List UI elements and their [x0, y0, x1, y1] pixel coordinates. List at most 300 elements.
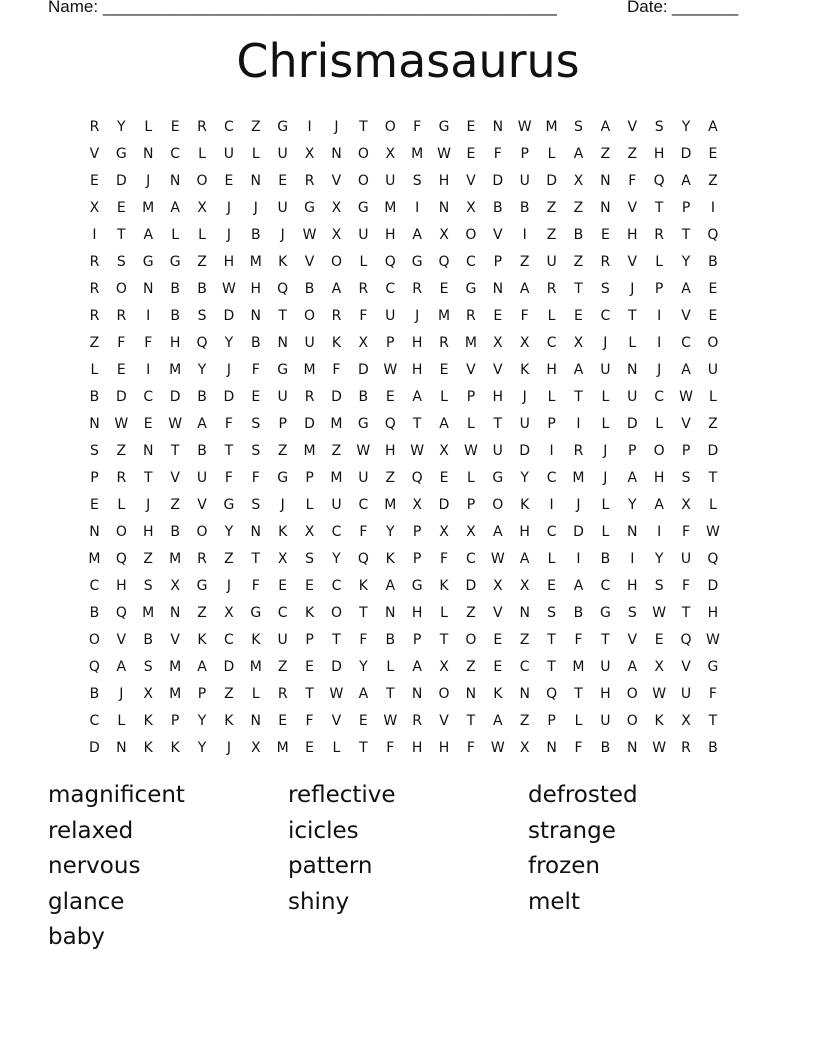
grid-letter[interactable]: T [359, 739, 368, 756]
grid-letter[interactable]: R [89, 280, 100, 297]
grid-letter[interactable]: L [251, 685, 260, 702]
grid-letter[interactable]: F [439, 550, 449, 567]
grid-letter[interactable]: O [653, 442, 665, 459]
grid-letter[interactable]: Z [546, 226, 557, 243]
grid-letter[interactable]: Y [681, 118, 691, 135]
grid-letter[interactable]: E [574, 307, 583, 324]
grid-letter[interactable]: J [226, 199, 231, 216]
grid-letter[interactable]: U [358, 469, 369, 486]
grid-letter[interactable]: B [573, 604, 584, 621]
grid-letter[interactable]: G [438, 118, 450, 135]
grid-letter[interactable]: E [708, 280, 718, 297]
grid-letter[interactable]: C [654, 388, 665, 405]
grid-letter[interactable]: Z [466, 658, 476, 675]
grid-letter[interactable]: E [278, 577, 288, 594]
grid-letter[interactable]: M [142, 199, 155, 216]
grid-letter[interactable]: O [330, 253, 342, 270]
grid-letter[interactable]: P [412, 631, 422, 648]
grid-letter[interactable]: K [493, 685, 503, 702]
grid-letter[interactable]: R [116, 469, 127, 486]
grid-letter[interactable]: S [90, 442, 99, 459]
grid-letter[interactable]: H [384, 226, 396, 243]
grid-letter[interactable]: H [411, 604, 423, 621]
grid-letter[interactable]: U [600, 658, 611, 675]
grid-letter[interactable]: X [331, 199, 342, 216]
grid-letter[interactable]: R [277, 685, 288, 702]
grid-letter[interactable]: X [519, 334, 530, 351]
grid-letter[interactable]: N [492, 280, 504, 297]
grid-letter[interactable]: X [277, 550, 288, 567]
grid-letter[interactable]: I [576, 550, 581, 567]
grid-letter[interactable]: E [439, 280, 449, 297]
grid-letter[interactable]: M [169, 361, 182, 378]
grid-letter[interactable]: V [493, 361, 503, 378]
grid-letter[interactable]: B [600, 550, 611, 567]
grid-letter[interactable]: X [573, 334, 584, 351]
grid-letter[interactable]: I [415, 199, 420, 216]
grid-letter[interactable]: X [331, 226, 342, 243]
grid-letter[interactable]: I [307, 118, 312, 135]
grid-letter[interactable]: Y [654, 550, 664, 567]
grid-letter[interactable]: X [654, 658, 664, 675]
grid-letter[interactable]: M [169, 658, 182, 675]
grid-letter[interactable]: W [652, 685, 667, 702]
grid-letter[interactable]: Z [277, 658, 288, 675]
grid-letter[interactable]: U [304, 334, 315, 351]
grid-letter[interactable]: I [657, 523, 662, 540]
grid-letter[interactable]: S [116, 253, 126, 270]
grid-letter[interactable]: N [411, 685, 423, 702]
grid-letter[interactable]: Q [384, 253, 396, 270]
grid-letter[interactable]: X [143, 685, 154, 702]
grid-letter[interactable]: E [708, 307, 718, 324]
grid-letter[interactable]: O [384, 118, 396, 135]
grid-letter[interactable]: M [169, 685, 182, 702]
grid-letter[interactable]: X [304, 145, 315, 162]
grid-letter[interactable]: A [681, 361, 691, 378]
grid-letter[interactable]: U [277, 199, 288, 216]
grid-letter[interactable]: Y [681, 253, 691, 270]
grid-letter[interactable]: N [600, 172, 611, 189]
grid-letter[interactable]: X [304, 523, 315, 540]
grid-letter[interactable]: F [359, 523, 368, 540]
grid-letter[interactable]: J [280, 496, 285, 513]
grid-letter[interactable]: L [467, 415, 475, 432]
grid-letter[interactable]: C [600, 577, 611, 594]
grid-letter[interactable]: S [143, 658, 153, 675]
grid-letter[interactable]: Z [224, 685, 234, 702]
grid-letter[interactable]: Y [359, 658, 368, 675]
grid-letter[interactable]: A [197, 415, 207, 432]
grid-letter[interactable]: N [169, 604, 181, 621]
grid-letter[interactable]: L [709, 496, 717, 513]
grid-letter[interactable]: N [438, 199, 450, 216]
grid-letter[interactable]: C [331, 523, 342, 540]
grid-letter[interactable]: L [198, 226, 206, 243]
grid-letter[interactable]: N [519, 685, 530, 702]
grid-letter[interactable]: Q [653, 172, 665, 189]
grid-letter[interactable]: K [331, 334, 342, 351]
grid-letter[interactable]: J [226, 226, 231, 243]
grid-letter[interactable]: R [681, 739, 691, 756]
grid-letter[interactable]: X [224, 604, 234, 621]
grid-letter[interactable]: F [144, 334, 153, 351]
grid-letter[interactable]: F [628, 172, 637, 189]
grid-letter[interactable]: L [709, 388, 717, 405]
grid-letter[interactable]: P [654, 280, 664, 297]
grid-letter[interactable]: B [493, 199, 503, 216]
grid-letter[interactable]: U [600, 712, 611, 729]
grid-letter[interactable]: N [600, 199, 611, 216]
grid-letter[interactable]: Y [224, 523, 234, 540]
grid-letter[interactable]: A [143, 226, 154, 243]
grid-letter[interactable]: N [250, 307, 262, 324]
grid-letter[interactable]: H [438, 172, 450, 189]
grid-letter[interactable]: L [90, 361, 99, 378]
grid-letter[interactable]: K [143, 712, 153, 729]
grid-letter[interactable]: A [573, 361, 584, 378]
grid-letter[interactable]: K [224, 712, 234, 729]
grid-letter[interactable]: U [492, 442, 503, 459]
grid-letter[interactable]: W [221, 280, 236, 297]
grid-letter[interactable]: L [574, 712, 583, 729]
grid-letter[interactable]: C [466, 253, 476, 270]
grid-letter[interactable]: K [170, 739, 180, 756]
grid-letter[interactable]: T [681, 604, 691, 621]
grid-letter[interactable]: L [547, 307, 556, 324]
grid-letter[interactable]: W [383, 712, 398, 729]
grid-letter[interactable]: O [438, 685, 450, 702]
grid-letter[interactable]: N [277, 334, 288, 351]
grid-letter[interactable]: E [358, 712, 368, 729]
grid-letter[interactable]: M [572, 469, 585, 486]
grid-letter[interactable]: R [89, 118, 100, 135]
grid-letter[interactable]: V [681, 415, 691, 432]
grid-letter[interactable]: O [196, 523, 208, 540]
grid-letter[interactable]: Q [384, 415, 396, 432]
grid-letter[interactable]: A [331, 280, 342, 297]
grid-letter[interactable]: X [170, 577, 180, 594]
grid-letter[interactable]: Z [143, 550, 154, 567]
grid-letter[interactable]: S [305, 550, 315, 567]
grid-letter[interactable]: X [493, 334, 503, 351]
grid-letter[interactable]: Y [332, 550, 341, 567]
grid-letter[interactable]: B [385, 631, 396, 648]
grid-letter[interactable]: X [681, 496, 691, 513]
grid-letter[interactable]: R [600, 253, 611, 270]
grid-letter[interactable]: C [466, 550, 476, 567]
grid-letter[interactable]: P [197, 685, 207, 702]
grid-letter[interactable]: K [278, 253, 288, 270]
grid-letter[interactable]: L [117, 496, 126, 513]
grid-letter[interactable]: G [304, 199, 315, 216]
grid-letter[interactable]: V [493, 226, 503, 243]
grid-letter[interactable]: N [492, 118, 504, 135]
grid-letter[interactable]: R [466, 307, 476, 324]
grid-letter[interactable]: Y [627, 496, 637, 513]
grid-letter[interactable]: W [329, 685, 344, 702]
grid-letter[interactable]: V [331, 712, 342, 729]
grid-letter[interactable]: J [603, 334, 608, 351]
grid-letter[interactable]: W [706, 523, 720, 540]
grid-letter[interactable]: P [466, 388, 476, 405]
grid-letter[interactable]: C [385, 280, 396, 297]
grid-letter[interactable]: G [707, 658, 719, 675]
grid-letter[interactable]: B [170, 280, 180, 297]
grid-letter[interactable]: M [249, 253, 262, 270]
grid-letter[interactable]: T [547, 658, 556, 675]
grid-letter[interactable]: B [89, 685, 100, 702]
grid-letter[interactable]: K [143, 739, 153, 756]
grid-letter[interactable]: U [277, 631, 288, 648]
grid-letter[interactable]: K [439, 577, 449, 594]
grid-letter[interactable]: W [490, 550, 505, 567]
grid-letter[interactable]: B [573, 226, 584, 243]
grid-letter[interactable]: A [358, 685, 369, 702]
grid-letter[interactable]: K [358, 577, 368, 594]
grid-letter[interactable]: X [681, 712, 691, 729]
grid-letter[interactable]: D [519, 442, 531, 459]
grid-letter[interactable]: D [304, 415, 315, 432]
grid-letter[interactable]: M [437, 307, 451, 324]
grid-letter[interactable]: F [251, 361, 260, 378]
grid-letter[interactable]: N [250, 523, 262, 540]
grid-letter[interactable]: Z [116, 442, 127, 459]
grid-letter[interactable]: X [439, 442, 449, 459]
grid-letter[interactable]: E [278, 712, 288, 729]
grid-letter[interactable]: X [439, 658, 449, 675]
grid-letter[interactable]: D [707, 577, 719, 594]
grid-letter[interactable]: T [359, 118, 368, 135]
grid-letter[interactable]: D [169, 388, 181, 405]
grid-letter[interactable]: F [682, 523, 691, 540]
grid-letter[interactable]: H [600, 685, 611, 702]
grid-letter[interactable]: Z [197, 604, 207, 621]
grid-letter[interactable]: H [492, 388, 504, 405]
grid-letter[interactable]: J [253, 199, 258, 216]
grid-letter[interactable]: A [681, 172, 691, 189]
grid-letter[interactable]: U [385, 172, 396, 189]
grid-letter[interactable]: Q [88, 658, 100, 675]
grid-letter[interactable]: Z [170, 496, 180, 513]
grid-letter[interactable]: O [115, 280, 127, 297]
grid-letter[interactable]: L [601, 388, 610, 405]
grid-letter[interactable]: R [546, 280, 557, 297]
grid-letter[interactable]: M [464, 334, 477, 351]
grid-letter[interactable]: K [278, 523, 288, 540]
grid-letter[interactable]: R [304, 388, 315, 405]
grid-letter[interactable]: F [386, 739, 395, 756]
grid-letter[interactable]: W [168, 415, 183, 432]
grid-letter[interactable]: E [305, 577, 314, 594]
grid-letter[interactable]: N [250, 172, 262, 189]
grid-letter[interactable]: W [490, 739, 505, 756]
grid-letter[interactable]: L [386, 658, 395, 675]
grid-letter[interactable]: R [116, 307, 127, 324]
grid-letter[interactable]: J [226, 577, 231, 594]
grid-letter[interactable]: T [708, 469, 718, 486]
grid-letter[interactable]: Z [627, 145, 638, 162]
grid-letter[interactable]: H [411, 334, 423, 351]
grid-letter[interactable]: I [522, 226, 527, 243]
grid-letter[interactable]: R [439, 334, 449, 351]
grid-letter[interactable]: O [626, 685, 638, 702]
grid-letter[interactable]: P [681, 442, 691, 459]
grid-letter[interactable]: A [493, 712, 503, 729]
grid-letter[interactable]: F [251, 469, 260, 486]
grid-letter[interactable]: R [412, 712, 422, 729]
grid-letter[interactable]: U [385, 307, 396, 324]
grid-letter[interactable]: U [196, 469, 208, 486]
grid-letter[interactable]: A [573, 577, 584, 594]
grid-letter[interactable]: I [657, 334, 662, 351]
grid-letter[interactable]: C [224, 631, 234, 648]
grid-letter[interactable]: A [681, 280, 691, 297]
grid-letter[interactable]: E [493, 307, 503, 324]
grid-letter[interactable]: R [197, 550, 207, 567]
grid-letter[interactable]: W [114, 415, 129, 432]
grid-letter[interactable]: G [357, 415, 369, 432]
grid-letter[interactable]: Z [519, 253, 530, 270]
grid-letter[interactable]: T [117, 226, 126, 243]
grid-letter[interactable]: Z [519, 631, 530, 648]
grid-letter[interactable]: U [277, 145, 288, 162]
grid-letter[interactable]: F [359, 307, 368, 324]
grid-letter[interactable]: C [277, 604, 288, 621]
grid-letter[interactable]: L [440, 388, 448, 405]
grid-letter[interactable]: W [437, 145, 451, 162]
grid-letter[interactable]: A [116, 658, 127, 675]
grid-letter[interactable]: A [412, 226, 422, 243]
grid-letter[interactable]: W [302, 226, 317, 243]
grid-letter[interactable]: J [630, 280, 635, 297]
grid-letter[interactable]: U [519, 415, 530, 432]
grid-letter[interactable]: P [386, 334, 395, 351]
grid-letter[interactable]: A [654, 496, 664, 513]
grid-letter[interactable]: U [546, 253, 557, 270]
grid-letter[interactable]: X [385, 145, 396, 162]
grid-letter[interactable]: M [88, 550, 101, 567]
grid-letter[interactable]: Y [224, 334, 234, 351]
grid-letter[interactable]: J [146, 172, 151, 189]
grid-letter[interactable]: R [412, 280, 422, 297]
grid-letter[interactable]: I [549, 442, 554, 459]
grid-letter[interactable]: G [357, 199, 369, 216]
grid-letter[interactable]: R [197, 118, 207, 135]
grid-letter[interactable]: Z [573, 253, 584, 270]
grid-letter[interactable]: R [89, 253, 100, 270]
grid-letter[interactable]: C [224, 118, 234, 135]
grid-letter[interactable]: Y [520, 469, 529, 486]
grid-letter[interactable]: I [576, 415, 581, 432]
grid-letter[interactable]: P [305, 469, 314, 486]
grid-letter[interactable]: D [546, 172, 557, 189]
grid-letter[interactable]: J [576, 496, 581, 513]
grid-letter[interactable]: P [305, 631, 314, 648]
grid-letter[interactable]: N [385, 604, 396, 621]
grid-letter[interactable]: Q [115, 550, 127, 567]
grid-letter[interactable]: H [707, 604, 719, 621]
grid-letter[interactable]: K [304, 604, 315, 621]
grid-letter[interactable]: Z [519, 712, 530, 729]
grid-letter[interactable]: U [358, 226, 369, 243]
grid-letter[interactable]: M [545, 118, 558, 135]
grid-letter[interactable]: B [89, 604, 100, 621]
grid-letter[interactable]: Q [115, 604, 127, 621]
grid-letter[interactable]: V [627, 253, 638, 270]
grid-letter[interactable]: D [223, 658, 235, 675]
grid-letter[interactable]: N [627, 739, 638, 756]
grid-letter[interactable]: A [493, 523, 503, 540]
grid-letter[interactable]: G [492, 469, 504, 486]
grid-letter[interactable]: E [90, 172, 99, 189]
grid-letter[interactable]: Y [197, 739, 207, 756]
grid-letter[interactable]: A [573, 145, 584, 162]
grid-letter[interactable]: P [412, 523, 422, 540]
grid-letter[interactable]: V [331, 172, 342, 189]
grid-letter[interactable]: V [681, 307, 691, 324]
grid-letter[interactable]: H [438, 739, 450, 756]
grid-letter[interactable]: I [657, 307, 662, 324]
grid-letter[interactable]: L [601, 523, 610, 540]
grid-letter[interactable]: O [330, 604, 342, 621]
grid-letter[interactable]: E [493, 631, 503, 648]
grid-letter[interactable]: W [463, 442, 478, 459]
grid-letter[interactable]: J [522, 388, 527, 405]
grid-letter[interactable]: V [466, 361, 476, 378]
grid-letter[interactable]: S [600, 280, 610, 297]
grid-letter[interactable]: M [303, 361, 316, 378]
grid-letter[interactable]: L [601, 415, 610, 432]
grid-letter[interactable]: O [357, 172, 369, 189]
grid-letter[interactable]: T [224, 442, 234, 459]
grid-letter[interactable]: M [330, 469, 343, 486]
grid-letter[interactable]: K [520, 496, 530, 513]
grid-letter[interactable]: E [439, 469, 449, 486]
grid-letter[interactable]: O [465, 226, 477, 243]
grid-letter[interactable]: N [250, 712, 262, 729]
grid-letter[interactable]: X [466, 199, 476, 216]
grid-letter[interactable]: L [332, 739, 341, 756]
grid-letter[interactable]: M [384, 496, 397, 513]
name-blank-line[interactable]: ________________________________________________ [103, 0, 557, 16]
grid-letter[interactable]: W [652, 739, 667, 756]
grid-letter[interactable]: X [358, 334, 369, 351]
grid-letter[interactable]: S [681, 469, 691, 486]
grid-letter[interactable]: Y [117, 118, 126, 135]
grid-letter[interactable]: Y [197, 712, 207, 729]
grid-letter[interactable]: E [708, 145, 718, 162]
grid-letter[interactable]: G [169, 253, 181, 270]
grid-letter[interactable]: J [146, 496, 151, 513]
grid-letter[interactable]: F [224, 469, 233, 486]
grid-letter[interactable]: W [410, 442, 425, 459]
grid-letter[interactable]: V [466, 172, 476, 189]
grid-letter[interactable]: V [197, 496, 207, 513]
grid-letter[interactable]: N [142, 145, 154, 162]
grid-letter[interactable]: T [332, 631, 341, 648]
grid-letter[interactable]: T [574, 388, 583, 405]
grid-letter[interactable]: Z [600, 145, 611, 162]
grid-letter[interactable]: U [600, 361, 611, 378]
grid-letter[interactable]: Q [438, 253, 450, 270]
grid-letter[interactable]: J [280, 226, 285, 243]
grid-letter[interactable]: T [574, 685, 583, 702]
grid-letter[interactable]: C [600, 307, 611, 324]
grid-letter[interactable]: U [519, 172, 530, 189]
grid-letter[interactable]: C [170, 145, 180, 162]
grid-letter[interactable]: O [626, 712, 638, 729]
